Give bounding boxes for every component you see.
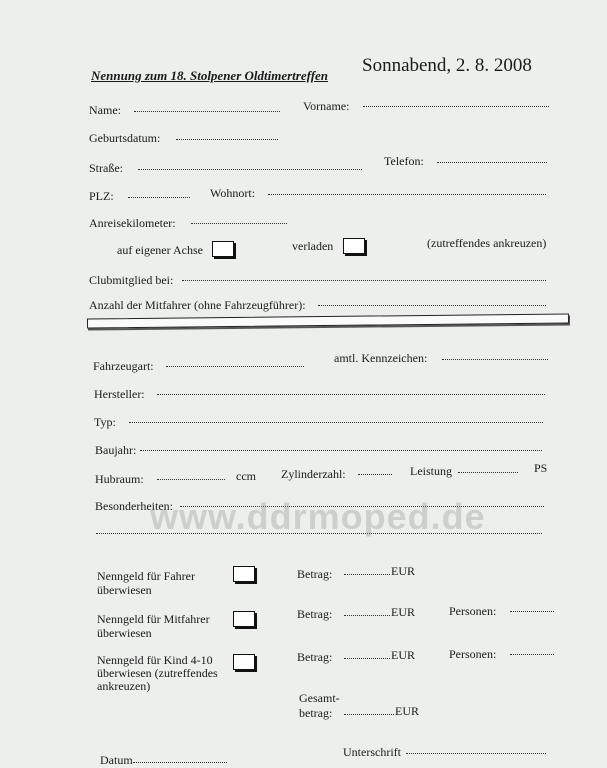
strasse-label: Straße: bbox=[89, 161, 123, 175]
geburtsdatum-field[interactable] bbox=[176, 139, 278, 140]
typ-label: Typ: bbox=[94, 415, 116, 429]
fee-kind-checkbox[interactable] bbox=[233, 654, 255, 670]
fee-mitfahrer-personen-label: Personen: bbox=[449, 604, 497, 618]
zylinderzahl-field[interactable] bbox=[358, 474, 392, 475]
event-date: Sonnabend, 2. 8. 2008 bbox=[362, 55, 532, 76]
datum-field[interactable] bbox=[133, 762, 227, 763]
fee-fahrer-eur: EUR bbox=[391, 564, 415, 578]
plz-field[interactable] bbox=[128, 197, 190, 198]
hubraum-label: Hubraum: bbox=[95, 472, 144, 486]
anreise-field[interactable] bbox=[191, 223, 287, 224]
fee-mitfahrer-eur: EUR bbox=[391, 605, 415, 619]
kennzeichen-field[interactable] bbox=[442, 359, 548, 360]
hersteller-field[interactable] bbox=[157, 394, 545, 395]
gesamt-label-1: Gesamt- bbox=[299, 691, 340, 705]
leistung-field[interactable] bbox=[458, 472, 518, 473]
ps-unit: PS bbox=[534, 461, 548, 475]
mitfahrer-label: Anzahl der Mitfahrer (ohne Fahrzeugführer): bbox=[89, 298, 306, 312]
verladen-checkbox[interactable] bbox=[343, 238, 365, 254]
zutreffendes-hint: (zutreffendes ankreuzen) bbox=[427, 236, 547, 250]
name-field[interactable] bbox=[134, 111, 280, 112]
hubraum-field[interactable] bbox=[157, 479, 225, 480]
gesamt-field[interactable] bbox=[344, 714, 394, 715]
hersteller-label: Hersteller: bbox=[94, 387, 145, 401]
section-divider bbox=[87, 313, 569, 328]
unterschrift-label: Unterschrift bbox=[343, 745, 401, 759]
besonderheiten-label: Besonderheiten: bbox=[95, 499, 173, 513]
gesamt-eur: EUR bbox=[395, 704, 419, 718]
fee-fahrer-checkbox[interactable] bbox=[233, 566, 255, 582]
fee-fahrer-betrag-label: Betrag: bbox=[297, 567, 333, 581]
geburtsdatum-label: Geburtsdatum: bbox=[89, 131, 161, 145]
gesamt-label-2: betrag: bbox=[299, 706, 333, 720]
vorname-field[interactable] bbox=[363, 106, 549, 107]
strasse-field[interactable] bbox=[138, 169, 362, 170]
fee-kind-betrag-field[interactable] bbox=[344, 658, 390, 659]
zylinderzahl-label: Zylinderzahl: bbox=[281, 467, 346, 481]
fee-kind-betrag-label: Betrag: bbox=[297, 650, 333, 664]
kennzeichen-label: amtl. Kennzeichen: bbox=[334, 351, 428, 365]
wohnort-label: Wohnort: bbox=[210, 186, 256, 200]
clubmitglied-field[interactable] bbox=[182, 280, 546, 281]
baujahr-field[interactable] bbox=[140, 450, 542, 451]
clubmitglied-label: Clubmitglied bei: bbox=[89, 273, 174, 287]
plz-label: PLZ: bbox=[89, 189, 114, 203]
telefon-label: Telefon: bbox=[384, 154, 424, 168]
fee-kind-label: Nenngeld für Kind 4-10 überwiesen (zutreffendes ankreuzen) bbox=[97, 653, 218, 693]
datum-label: Datum bbox=[100, 753, 133, 767]
fee-kind-eur: EUR bbox=[391, 648, 415, 662]
vorname-label: Vorname: bbox=[303, 99, 350, 113]
fahrzeugart-label: Fahrzeugart: bbox=[93, 359, 154, 373]
telefon-field[interactable] bbox=[437, 162, 547, 163]
eigene-achse-label: auf eigener Achse bbox=[117, 243, 203, 257]
leistung-label: Leistung bbox=[410, 464, 452, 478]
fee-mitfahrer-betrag-field[interactable] bbox=[344, 615, 390, 616]
fee-fahrer-betrag-field[interactable] bbox=[344, 574, 390, 575]
wohnort-field[interactable] bbox=[268, 194, 546, 195]
ccm-unit: ccm bbox=[236, 469, 256, 483]
fee-fahrer-label: Nenngeld für Fahrer überwiesen bbox=[97, 569, 195, 597]
mitfahrer-field[interactable] bbox=[318, 305, 546, 306]
watermark: www.ddrmoped.de bbox=[150, 496, 486, 537]
fee-mitfahrer-personen-field[interactable] bbox=[510, 611, 554, 612]
fee-mitfahrer-label: Nenngeld für Mitfahrer überwiesen bbox=[97, 612, 210, 640]
name-label: Name: bbox=[89, 103, 121, 117]
fee-kind-personen-field[interactable] bbox=[510, 654, 554, 655]
fee-kind-personen-label: Personen: bbox=[449, 647, 497, 661]
form-title: Nennung zum 18. Stolpener Oldtimertreffen bbox=[91, 68, 329, 83]
fahrzeugart-field[interactable] bbox=[166, 366, 304, 367]
unterschrift-field[interactable] bbox=[406, 753, 546, 754]
anreise-label: Anreisekilometer: bbox=[89, 216, 176, 230]
fee-mitfahrer-checkbox[interactable] bbox=[233, 611, 255, 627]
baujahr-label: Baujahr: bbox=[95, 443, 137, 457]
verladen-label: verladen bbox=[292, 239, 334, 253]
typ-field[interactable] bbox=[129, 422, 543, 423]
fee-mitfahrer-betrag-label: Betrag: bbox=[297, 607, 333, 621]
eigene-achse-checkbox[interactable] bbox=[212, 241, 234, 257]
